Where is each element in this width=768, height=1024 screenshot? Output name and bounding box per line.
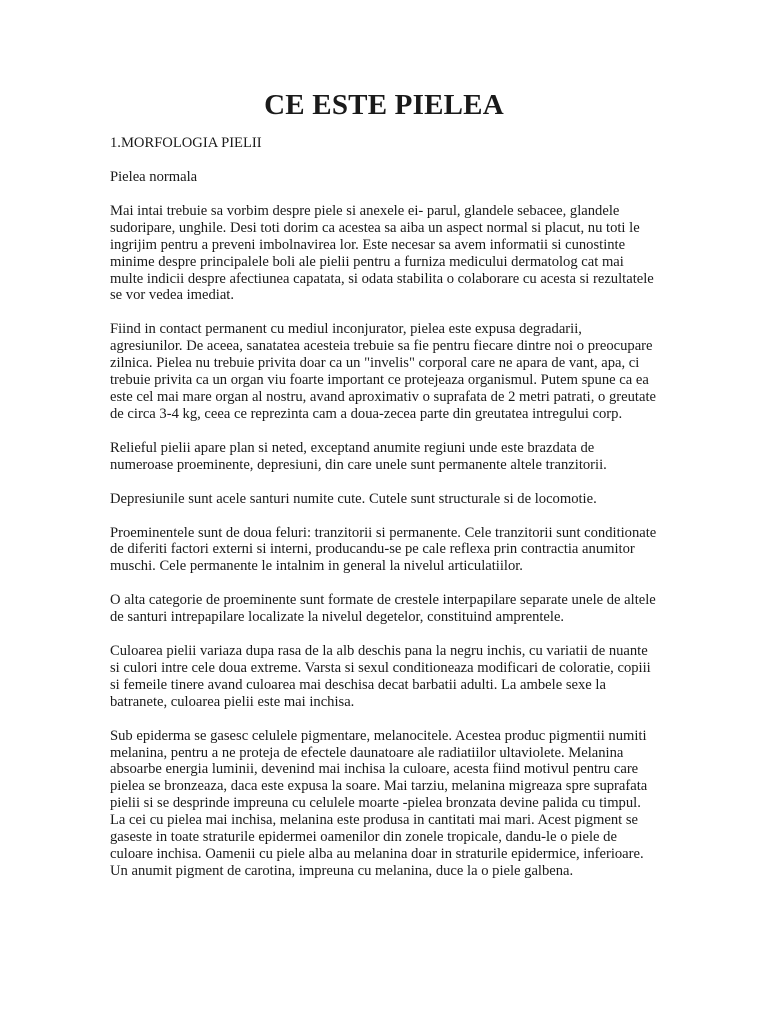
paragraph-relief: Relieful pielii apare plan si neted, exceptand anumite regiuni unde este brazdata de numeroase proeminente, depresiuni, din care unele sunt permanente altele tranzitorii.	[110, 439, 607, 473]
paragraph-fingerprints: O alta categorie de proeminente sunt formate de crestele interpapilare separate unele de altele de santuri intrepapilare localizate la nivelul degetelor, constituind amprentele.	[110, 592, 656, 626]
document-title: CE ESTE PIELEA	[264, 89, 504, 121]
paragraph-skin-color: Culoarea pielii variaza dupa rasa de la alb deschis pana la negru inchis, cu variatii de nuante si culori intre cele doua extreme. Varsta si sexul conditioneaza modificari de coloratie, copiii si femeile tinere avand culoarea mai deschisa decat barbatii adulti. La ambele sexe la batranete, culoarea pielii este mai inchisa.	[110, 643, 651, 710]
subheading: Pielea normala	[110, 169, 198, 185]
paragraph-contact: Fiind in contact permanent cu mediul inconjurator, pielea este expusa degradarii, agresiunilor. De aceea, sanatatea acesteia trebuie sa fie pentru fiecare dintre noi o preocupare zilnica. Pielea nu trebuie privita doar ca un "invelis" corporal care ne apara de vant, apa, ci trebuie privita ca un organ viu foarte important ce protejeaza organismul. Putem spune ca ea este cel mai mare organ al nostru, avand aproximativ o suprafata de 2 metri patrati, o greutate de circa 3-4 kg, ceea ce reprezinta cam a doua-zecea parte din greutatea intregului corp.	[110, 321, 656, 422]
paragraph-melanin: Sub epiderma se gasesc celulele pigmentare, melanocitele. Acestea produc pigmentii numiti melanina, pentru a ne proteja de efectele daunatoare ale radiatiilor ultaviolete. Melanina absoarbe energia luminii, devenind mai inchisa la culoare, acesta fiind motivul pentru care pielea se bronzeaza, daca este expusa la soare. Mai tarziu, melanina migreaza spre suprafata pielii si se desprinde impreuna cu celulele moarte -pielea bronzata devine palida cu timpul. La cei cu pielea mai inchisa, melanina este produsa in cantitati mai mari. Acest pigment se gaseste in toate straturile epidermei oamenilor din zonele tropicale, dandu-le o piele de culoare inchisa. Oamenii cu piele alba au melanina doar in straturile epidermice, inferioare. Un anumit pigment de carotina, impreuna cu melanina, duce la o piele galbena.	[110, 727, 648, 879]
document-page	[110, 0, 658, 880]
paragraph-intro: Mai intai trebuie sa vorbim despre piele si anexele ei- parul, glandele sebacee, glandele sudoripare, unghile. Desi toti dorim ca acestea sa aiba un aspect normal si placut, nu toti le ingrijim pentru a preveni imbolnavirea lor. Este necesar sa avem informatii si cunostinte minime despre principalele boli ale pielii pentru a furniza medicului dermatolog cat mai multe indicii despre afectiunea capatata, si odata stabilita o colaborare cu acesta si rezultatele se vor vedea imediat.	[110, 202, 654, 304]
paragraph-depressions: Depresiunile sunt acele santuri numite cute. Cutele sunt structurale si de locomotie.	[110, 490, 597, 507]
section-heading: 1.MORFOLOGIA PIELII	[110, 135, 262, 151]
paragraph-prominences: Proeminentele sunt de doua feluri: tranzitorii si permanente. Cele tranzitorii sunt conditionate de diferiti factori externi si interni, producandu-se pe cale reflexa prin contractia anumitor muschi. Cele permanente le intalnim in general la nivelul articulatiilor.	[110, 524, 657, 575]
